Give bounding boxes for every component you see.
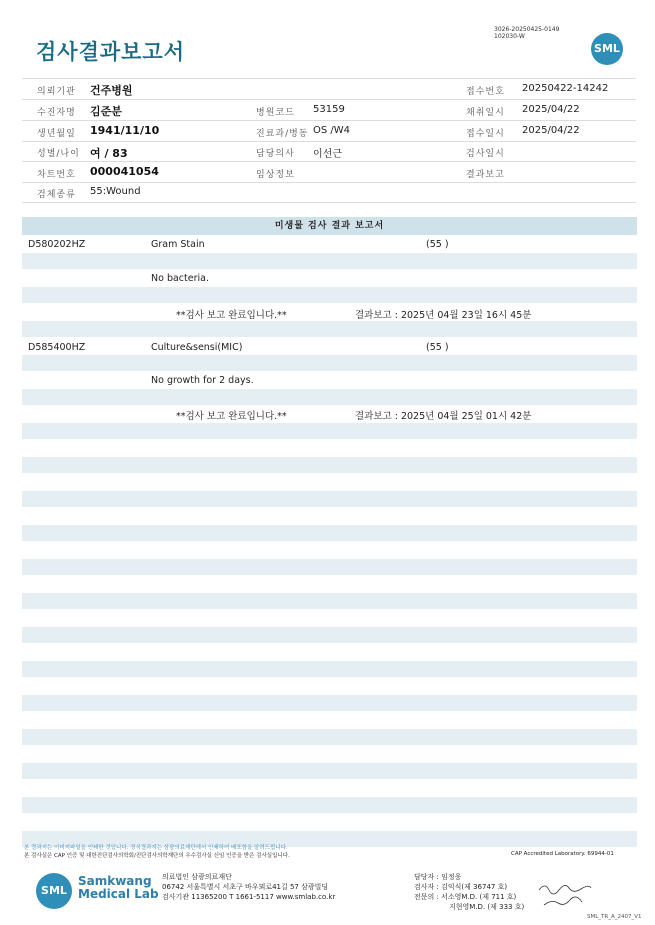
row-band xyxy=(22,661,637,677)
accreditation-notice: 본 검사실은 CAP 인증 및 대한진단검사의학회/진단검사의학재단의 우수검사실 신임 인증을 받은 검사실입니다. xyxy=(24,853,290,859)
label-accession-number: 접수번호 xyxy=(466,87,505,97)
row-band xyxy=(22,253,637,269)
row-band xyxy=(22,525,637,541)
row-band xyxy=(22,491,637,507)
test-code: D585400HZ xyxy=(28,342,86,353)
row-band xyxy=(22,797,637,813)
divider xyxy=(22,141,636,142)
org-contact: 검사기관 11365200 T 1661-5117 www.smlab.co.kr xyxy=(162,893,336,901)
label-chart-number: 차트번호 xyxy=(37,170,76,180)
label-birth-date: 생년월일 xyxy=(37,129,76,139)
cap-accreditation: CAP Accredited Laboratory. 69944-01 xyxy=(511,851,614,857)
value-patient-name: 김준분 xyxy=(90,105,122,118)
section-header: 미생물 검사 결과 보고서 xyxy=(22,217,637,235)
report-complete-note: **검사 보고 완료입니다.** xyxy=(176,411,287,422)
value-sex-age: 여 / 83 xyxy=(90,147,128,160)
row-band xyxy=(22,559,637,575)
value-hospital-code: 53159 xyxy=(313,104,345,115)
label-hospital-code: 병원코드 xyxy=(256,108,295,118)
row-band xyxy=(22,423,637,439)
value-chart-number: 000041054 xyxy=(90,165,159,178)
row-band xyxy=(22,729,637,745)
test-name: Culture&sensi(MIC) xyxy=(151,342,243,353)
signature-icon xyxy=(536,880,596,910)
row-band xyxy=(22,457,637,473)
divider xyxy=(22,202,636,203)
report-timestamp: 결과보고 : 2025년 04월 23일 16시 45분 xyxy=(355,310,532,321)
staff-tester: 검사자 : 김익식(제 36747 호) xyxy=(414,883,508,891)
report-title: 검사결과보고서 xyxy=(36,40,186,64)
report-timestamp: 결과보고 : 2025년 04월 25일 01시 42분 xyxy=(355,411,532,422)
divider xyxy=(22,182,636,183)
org-info xyxy=(162,872,335,902)
row-band xyxy=(22,287,637,303)
row-band xyxy=(22,355,637,371)
row-band xyxy=(22,389,637,405)
staff-info xyxy=(414,872,524,912)
divider xyxy=(22,120,636,121)
image-copy-notice: 본 결과지는 이미지파일을 인쇄한 것입니다. 정식결과지는 삼광의료재단에서 인쇄하여 배포함을 알려드립니다. xyxy=(24,845,288,851)
label-test-date: 검사일시 xyxy=(466,149,505,159)
row-band xyxy=(22,593,637,609)
document-id-line-2: 102030-W xyxy=(494,33,525,40)
row-band xyxy=(22,763,637,779)
test-name: Gram Stain xyxy=(151,239,205,250)
staff-manager: 담당자 : 임정웅 xyxy=(414,873,462,881)
staff-specialist-1: 전문의 : 서소영M.D. (제 711 호) xyxy=(414,893,517,901)
row-band xyxy=(22,627,637,643)
value-requesting-institution: 건주병원 xyxy=(90,84,133,97)
report-complete-note: **검사 보고 완료입니다.** xyxy=(176,310,287,321)
label-received-date: 접수일시 xyxy=(466,129,505,139)
divider xyxy=(22,78,636,79)
label-result-report: 결과보고 xyxy=(466,170,505,180)
test-result: No bacteria. xyxy=(151,273,209,284)
value-specimen-type: 55:Wound xyxy=(90,186,141,197)
org-address: 06742 서울특별시 서초구 바우뫼로41길 57 삼광빌딩 xyxy=(162,883,329,891)
label-sex-age: 성별/나이 xyxy=(37,149,80,159)
row-band xyxy=(22,695,637,711)
value-department-ward: OS /W4 xyxy=(313,125,351,136)
value-physician: 이선근 xyxy=(313,149,342,160)
document-id-line-1: 3026-20250425-0149 xyxy=(494,26,560,33)
label-physician: 담당의사 xyxy=(256,149,295,159)
brand-name xyxy=(78,875,159,901)
brand-name-line-1: Samkwang xyxy=(78,874,152,888)
value-accession-number: 20250422-14242 xyxy=(522,83,609,94)
org-name: 의료법인 삼광의료재단 xyxy=(162,873,232,881)
brand-name-line-2: Medical Lab xyxy=(78,887,159,901)
document-id xyxy=(494,26,559,40)
label-department-ward: 진료과/병동 xyxy=(256,129,309,139)
row-band xyxy=(22,321,637,337)
label-clinical-info: 임상정보 xyxy=(256,170,295,180)
test-specimen: (55 ) xyxy=(426,239,449,250)
value-received-date: 2025/04/22 xyxy=(522,125,580,136)
form-code: SML_TR_A_2407_V1 xyxy=(587,914,642,920)
samkwang-logo-icon: SML xyxy=(36,873,72,909)
test-code: D580202HZ xyxy=(28,239,86,250)
value-collection-date: 2025/04/22 xyxy=(522,104,580,115)
label-patient-name: 수진자명 xyxy=(37,108,76,118)
label-collection-date: 채취일시 xyxy=(466,108,505,118)
divider xyxy=(22,161,636,162)
test-result: No growth for 2 days. xyxy=(151,375,254,386)
label-requesting-institution: 의뢰기관 xyxy=(37,87,76,97)
divider xyxy=(22,99,636,100)
label-specimen-type: 검체종류 xyxy=(37,190,76,200)
staff-specialist-2: 지현영M.D. (제 333 호) xyxy=(449,903,525,911)
test-specimen: (55 ) xyxy=(426,342,449,353)
value-birth-date: 1941/11/10 xyxy=(90,124,160,137)
sml-logo: SML xyxy=(591,33,623,65)
